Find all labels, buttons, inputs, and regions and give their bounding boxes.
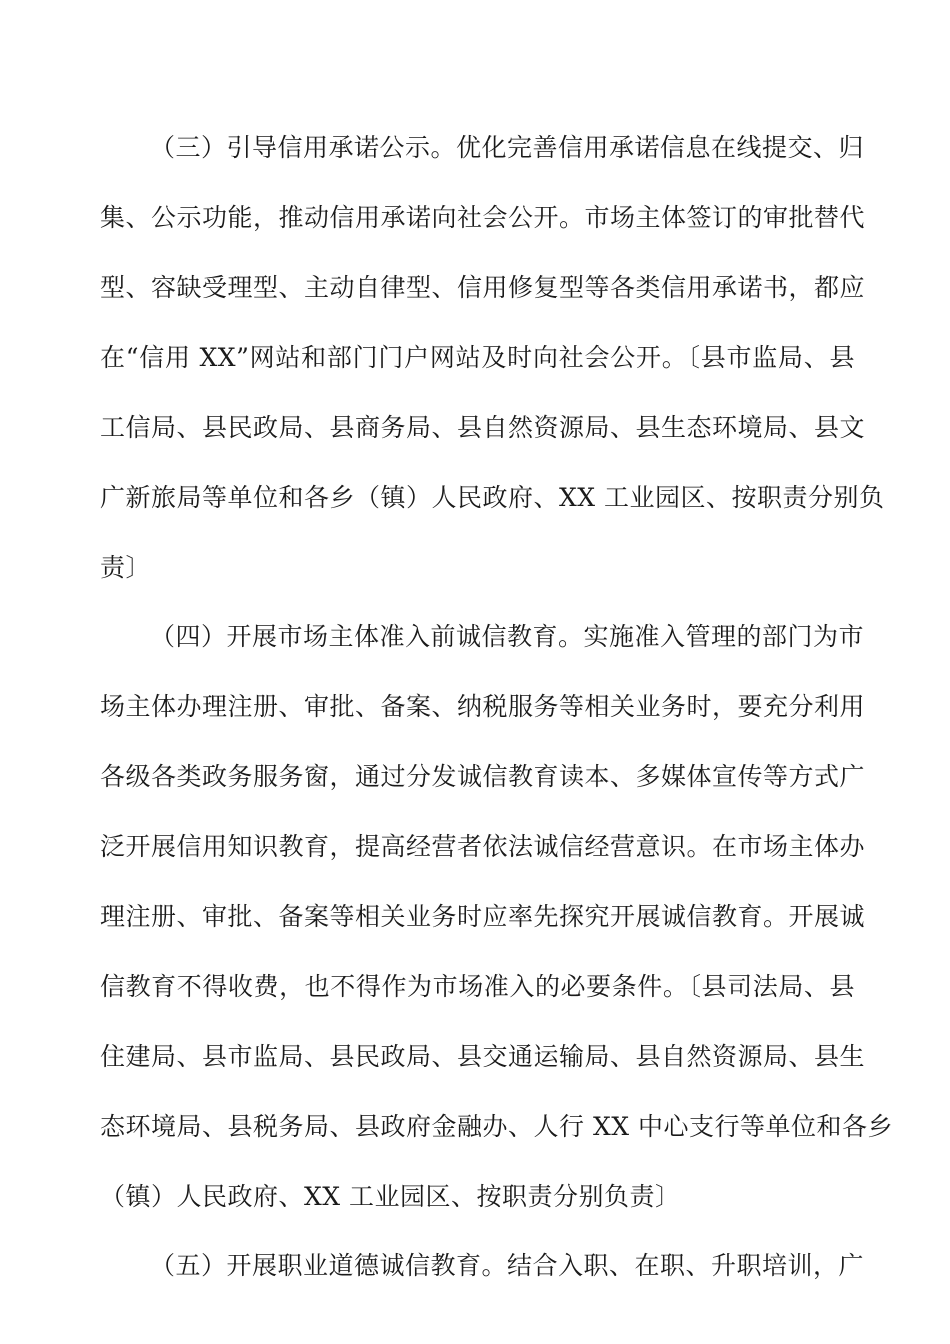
paragraph-4-line-1: （四）开展市场主体准入前诚信教育。实施准入管理的部门为市 xyxy=(150,622,865,651)
paragraph-5-line-1: （五）开展职业道德诚信教育。结合入职、在职、升职培训，广 xyxy=(150,1251,865,1280)
paragraph-4-line-8: 态环境局、县税务局、县政府金融办、人行 XX 中心支行等单位和各乡 xyxy=(100,1112,893,1141)
paragraph-3-line-1: （三）引导信用承诺公示。优化完善信用承诺信息在线提交、归 xyxy=(150,133,865,162)
paragraph-4-line-9: （镇）人民政府、XX 工业园区、按职责分别负责〕 xyxy=(100,1182,681,1211)
paragraph-4-line-6: 信教育不得收费，也不得作为市场准入的必要条件。〔县司法局、县 xyxy=(100,972,855,1001)
paragraph-3-line-5: 工信局、县民政局、县商务局、县自然资源局、县生态环境局、县文 xyxy=(100,413,866,442)
paragraph-3-line-3: 型、容缺受理型、主动自律型、信用修复型等各类信用承诺书，都应 xyxy=(100,273,866,302)
paragraph-4-line-3: 各级各类政务服务窗，通过分发诚信教育读本、多媒体宣传等方式广 xyxy=(100,762,866,791)
paragraph-3-line-4: 在“信用 XX”网站和部门门户网站及时向社会公开。〔县市监局、县 xyxy=(100,343,855,372)
paragraph-4-line-4: 泛开展信用知识教育，提高经营者依法诚信经营意识。在市场主体办 xyxy=(100,832,866,861)
paragraph-3-line-2: 集、公示功能，推动信用承诺向社会公开。市场主体签订的审批替代 xyxy=(100,203,866,232)
paragraph-3-line-7: 责〕 xyxy=(100,553,152,582)
paragraph-4-line-7: 住建局、县市监局、县民政局、县交通运输局、县自然资源局、县生 xyxy=(100,1042,866,1071)
paragraph-3-line-6: 广新旅局等单位和各乡（镇）人民政府、XX 工业园区、按职责分别负 xyxy=(100,483,885,512)
paragraph-4-line-2: 场主体办理注册、审批、备案、纳税服务等相关业务时，要充分利用 xyxy=(100,692,866,721)
paragraph-4-line-5: 理注册、审批、备案等相关业务时应率先探究开展诚信教育。开展诚 xyxy=(100,902,866,931)
